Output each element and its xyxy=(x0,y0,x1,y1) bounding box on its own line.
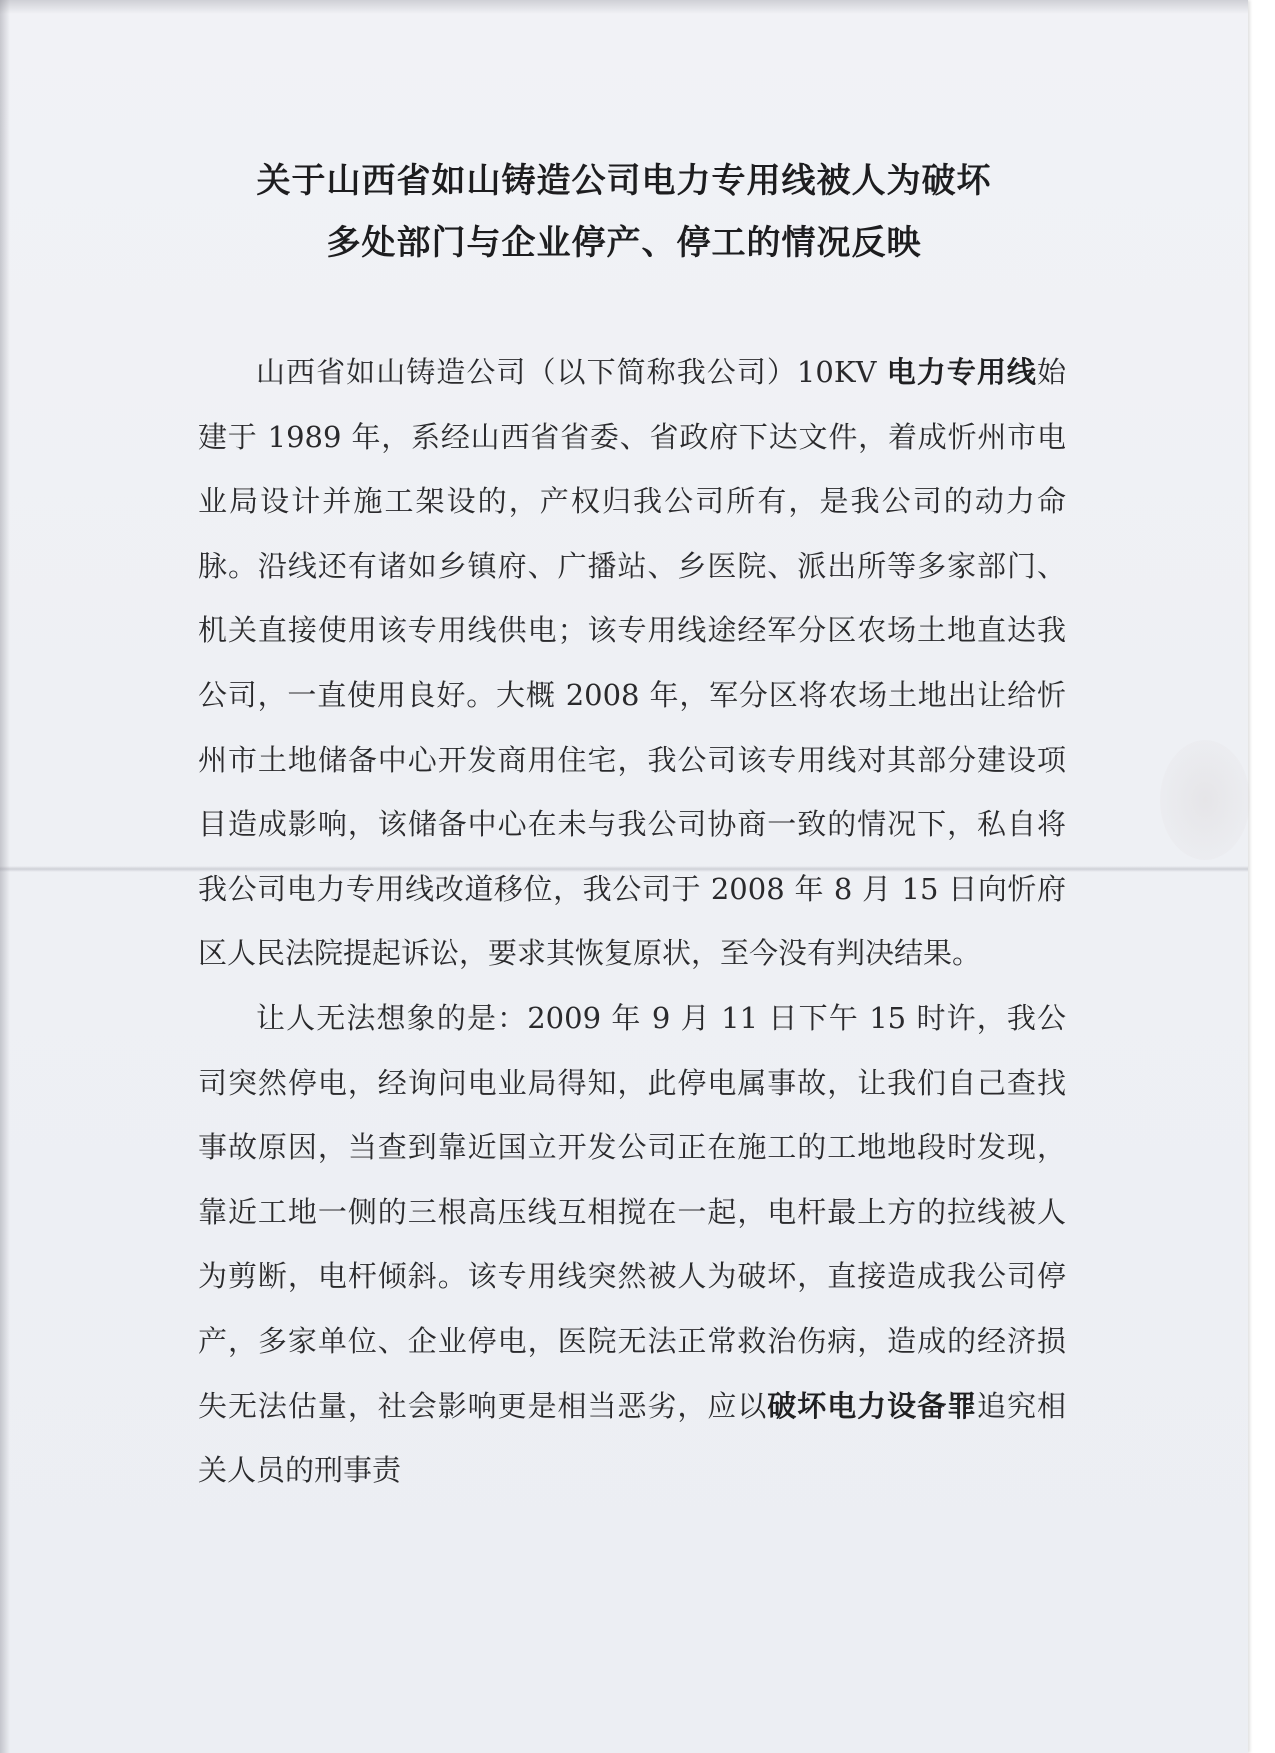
paragraph-1-text-a: 山西省如山铸造公司（以下简称我公司）10KV xyxy=(256,355,887,389)
paragraph-2-emphasis: 破坏电力设备罪 xyxy=(767,1388,978,1423)
paper-stain xyxy=(1160,740,1250,860)
paragraph-2-text-a: 让人无法想象的是：2009 年 9 月 11 日下午 15 时许，我公司突然停电，经询问电业局得知，此停电属事故，让我们自己查找事故原因，当查到靠近国立开发公司正在施工的工地地段时发现，靠近工地一侧的三根高压线互相搅在一起，电杆最上方的拉线被人为剪断，电杆倾斜。该专用线突然被人为破坏，直接造成我公司停产，多家单位、企业停电，医院无法正常救治伤病，造成的经济损失无法估量，社会影响更是相当恶劣，应以 xyxy=(198,1000,1066,1423)
paragraph-2 xyxy=(198,986,1066,1503)
paragraph-2-text-b: 追究相关人员的刑事责 xyxy=(198,1388,1066,1488)
title-line-2: 多处部门与企业停产、停工的情况反映 xyxy=(326,223,922,263)
paragraph-1 xyxy=(198,340,1066,986)
document-body xyxy=(198,340,1066,1503)
paragraph-1-emphasis: 电力专用线 xyxy=(886,355,1037,389)
paragraph-1-text-b: 始建于 1989 年，系经山西省省委、省政府下达文件，着成忻州市电业局设计并施工架设的，产权归我公司所有，是我公司的动力命脉。沿线还有诸如乡镇府、广播站、乡医院、派出所等多家部门、机关直接使用该专用线供电；该专用线途经军分区农场土地直达我公司，一直使用良好。大概 2008 年，军分区将农场土地出让给忻州市土地储备中心开发商用住宅，我公司该专用线对其部分建设项目造成影响，该储备中心在未与我公司协商一致的情况下，私自将我公司电力专用线改道移位，我公司于 2008 年 8 月 15 日向忻府区人民法院提起诉讼，要求其恢复原状，至今没有判决结果。 xyxy=(198,355,1066,971)
document-title xyxy=(0,150,1248,274)
title-line-1: 关于山西省如山铸造公司电力专用线被人为破坏 xyxy=(256,161,992,201)
scan-shadow-top xyxy=(0,0,1248,14)
